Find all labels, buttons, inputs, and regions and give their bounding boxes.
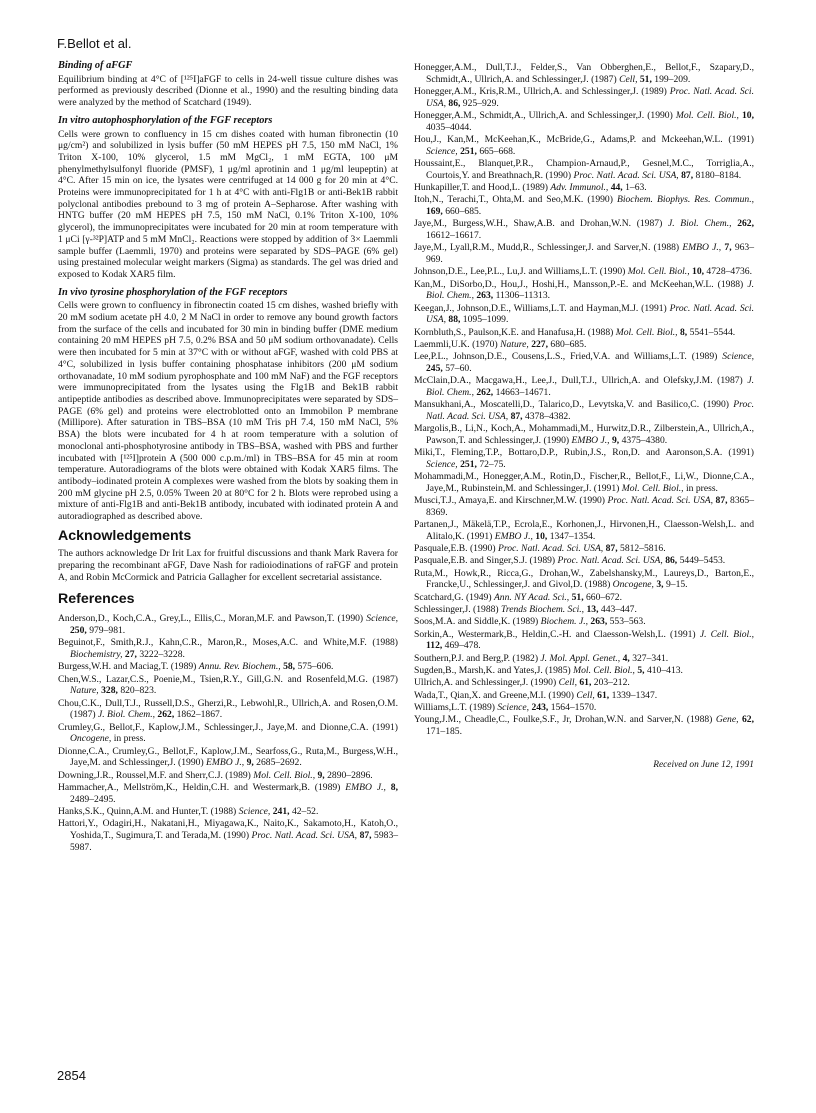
reference-item <box>414 423 754 446</box>
reference-journal: J. Biol. Chem., <box>97 709 156 721</box>
reference-authors: Sugden,B., Marsh,K. and Yates,J. (1985) <box>414 664 571 676</box>
reference-journal: EMBO J., <box>206 757 245 769</box>
reference-volume: 62, <box>742 714 754 726</box>
reference-pages: 42–52. <box>291 805 319 817</box>
reference-pages: 660–672. <box>586 591 622 603</box>
reference-journal: Science, <box>722 351 754 363</box>
reference-volume: 250, <box>70 624 87 636</box>
reference-journal: Proc. Natl. Acad. Sci. USA, <box>251 829 358 841</box>
reference-authors: Soos,M.A. and Siddle,K. (1989) <box>414 616 539 628</box>
reference-journal: EMBO J., <box>494 530 533 542</box>
reference-pages: 327–341. <box>632 652 669 664</box>
reference-pages: 5812–5816. <box>620 543 666 555</box>
reference-authors: Chen,W.S., Lazar,C.S., Poenie,M., Tsien,R.Y., Gill,G.N. and Rosenfeld,M.G. (1987) <box>58 673 398 685</box>
reference-authors: Wada,T., Qian,X. and Greene,M.I. (1990) <box>414 689 574 701</box>
reference-item <box>414 690 754 702</box>
reference-volume: 8, <box>390 781 398 793</box>
reference-authors: Williams,L.T. (1989) <box>414 701 495 713</box>
reference-authors: McClain,D.A., Macgawa,H., Lee,J., Dull,T.J., Ullrich,A. and Olefsky,J.M. (1987) <box>414 375 743 387</box>
reference-volume: 262, <box>157 709 175 721</box>
reference-item <box>414 677 754 689</box>
reference-journal: Oncogene, <box>612 579 654 591</box>
reference-pages: 203–212. <box>593 677 630 689</box>
reference-volume: 61, <box>597 689 610 701</box>
reference-item <box>414 653 754 665</box>
reference-authors: Pasquale,E.B. and Singer,S.J. (1989) <box>414 555 556 567</box>
reference-item <box>414 665 754 677</box>
reference-volume: 27, <box>124 648 137 660</box>
reference-volume: 88, <box>448 314 461 326</box>
methods-section-in-vivo <box>58 287 398 523</box>
reference-pages: 1564–1570. <box>550 701 597 713</box>
reference-volume: 241, <box>272 805 290 817</box>
reference-journal: J. Biol. Chem., <box>667 218 732 230</box>
reference-volume: 10, <box>692 266 705 278</box>
reference-volume: 9, <box>246 757 254 769</box>
right-column <box>414 62 754 771</box>
reference-journal: Adv. Immunol., <box>550 182 609 193</box>
reference-authors: Hou,J., Kan,M., McKeehan,K., McBride,G., Adams,P. and Mckeehan,W.L. (1991) <box>414 134 754 145</box>
reference-journal: Cell, <box>558 677 577 689</box>
reference-pages: 2685–2692. <box>256 757 302 769</box>
reference-volume: 7, <box>724 242 732 254</box>
reference-authors: Schlessinger,J. (1988) <box>414 604 499 616</box>
reference-authors: Hunkapiller,T. and Hood,L. (1989) <box>414 182 548 193</box>
reference-journal: Oncogene, <box>70 733 112 745</box>
reference-volume: 10, <box>741 110 754 121</box>
reference-pages: 1–63. <box>625 182 647 193</box>
reference-journal: Mol. Cell. Biol., <box>615 326 678 338</box>
reference-item <box>414 242 754 265</box>
reference-pages: 443–447. <box>600 604 637 616</box>
reference-item <box>414 182 754 194</box>
reference-journal: Science, <box>238 805 271 817</box>
reference-journal: Trends Biochem. Sci., <box>501 604 585 616</box>
reference-authors: Jaye,M., Burgess,W.H., Shaw,A.B. and Drohan,W.N. (1987) <box>414 218 663 230</box>
reference-item <box>414 351 754 374</box>
reference-pages: in press. <box>685 482 718 494</box>
reference-journal: J. Mol. Appl. Genet., <box>540 652 621 664</box>
reference-pages: 553–563. <box>609 616 646 628</box>
reference-pages: 57–60. <box>445 362 472 374</box>
reference-pages: 3222–3228. <box>139 648 185 660</box>
reference-item <box>414 543 754 555</box>
reference-item <box>58 637 398 660</box>
reference-journal: Cell, <box>619 73 638 85</box>
reference-volume: 4, <box>622 652 630 664</box>
reference-journal: Mol. Cell. Biol., <box>573 664 635 676</box>
reference-item <box>414 339 754 351</box>
reference-journal: Biochemistry, <box>70 648 123 660</box>
reference-volume: 3, <box>656 579 664 591</box>
reference-pages: 72–75. <box>479 458 506 470</box>
left-column <box>58 60 398 854</box>
reference-pages: 5449–5453. <box>679 555 726 567</box>
reference-item <box>414 279 754 302</box>
reference-volume: 263, <box>476 290 494 302</box>
reference-item <box>58 722 398 745</box>
reference-pages: in press. <box>113 733 146 745</box>
reference-authors: Burgess,W.H. and Maciag,T. (1989) <box>58 661 197 673</box>
reference-volume: 9, <box>611 434 620 446</box>
reference-authors: Partanen,J., Mäkelä,T.P., Ecrola,E., Korhonen,J., Hirvonen,H., Claesson-Welsh,L. and Alitalo,K. (1991) <box>414 519 754 542</box>
reference-item <box>414 702 754 714</box>
reference-volume: 169, <box>426 206 443 217</box>
reference-item <box>58 818 398 853</box>
reference-item <box>58 661 398 673</box>
reference-volume: 58, <box>283 661 296 673</box>
reference-item <box>414 303 754 326</box>
reference-authors: Lee,P.L., Johnson,D.E., Cousens,L.S., Fried,V.A. and Williams,L.T. (1989) <box>414 351 718 363</box>
reference-journal: Proc. Natl. Acad. Sci. USA, <box>497 543 604 555</box>
reference-list-left <box>58 613 398 853</box>
reference-journal: Proc. Natl. Acad. Sci. USA, <box>426 399 754 422</box>
reference-pages: 4378–4382. <box>524 410 571 422</box>
reference-volume: 87, <box>605 543 618 555</box>
reference-journal: Nature, <box>70 685 99 697</box>
reference-pages: 1862–1867. <box>176 709 223 721</box>
reference-pages: 1095–1099. <box>462 314 509 326</box>
reference-authors: Anderson,D., Koch,C.A., Grey,L., Ellis,C., Moran,M.F. and Pawson,T. (1990) <box>58 613 364 625</box>
reference-pages: 171–185. <box>426 725 462 737</box>
reference-pages: 469–478. <box>444 640 481 652</box>
reference-journal: Nature, <box>500 338 529 350</box>
reference-pages: 410–413. <box>646 664 683 676</box>
reference-journal: Biochem. Biophys. Res. Commun., <box>616 194 754 206</box>
reference-item <box>58 613 398 636</box>
reference-journal: Mol. Cell. Biol., <box>253 769 316 781</box>
reference-journal: Ann. NY Acad. Sci., <box>493 591 570 603</box>
reference-authors: Southern,P.J. and Berg,P. (1982) <box>414 652 539 664</box>
reference-authors: Musci,T.J., Amaya,E. and Kirschner,M.W. (1990) <box>414 495 605 507</box>
reference-authors: Johnson,D.E., Lee,P.L., Lu,J. and Williams,L.T. (1990) <box>414 266 626 278</box>
reference-authors: Itoh,N., Terachi,T., Ohta,M. and Seo,M.K. (1990) <box>414 194 613 206</box>
references-heading: References <box>58 590 135 607</box>
reference-volume: 87, <box>510 410 523 422</box>
reference-list-right <box>414 62 754 738</box>
reference-volume: 51, <box>571 591 584 603</box>
reference-volume: 13, <box>586 604 599 616</box>
reference-authors: Houssaint,E., Blanquet,P.R., Champion-Arnaud,P., Gesnel,M.C., Torriglia,A., Courtois,Y. and Breathnach,R. (1990) <box>414 158 754 181</box>
section-heading: In vivo tyrosine phosphorylation of the FGF receptors <box>58 286 288 298</box>
page-number: 2854 <box>57 1068 86 1083</box>
reference-item <box>414 471 754 494</box>
running-head: F.Bellot et al. <box>57 36 132 51</box>
reference-volume: 87, <box>681 169 694 181</box>
reference-pages: 5983–5987. <box>70 829 399 853</box>
reference-journal: Mol. Cell. Biol., <box>621 482 684 494</box>
reference-authors: Honegger,A.M., Dull,T.J., Felder,S., Van Obberghen,E., Bellot,F., Szapary,D., Schmidt,A., Ullrich,A. and Schlessinger,J. (1987) <box>414 62 754 85</box>
reference-item <box>414 592 754 604</box>
reference-item <box>414 134 754 157</box>
reference-authors: Mansukhani,A., Moscatelli,D., Talarico,D., Levytska,V. and Basilico,C. (1990) <box>414 399 729 411</box>
reference-authors: Jaye,M., Lyall,R.M., Mudd,R., Schlessinger,J. and Sarver,N. (1988) <box>414 242 680 254</box>
reference-volume: 328, <box>101 685 118 697</box>
reference-item <box>58 698 398 721</box>
acknowledgements-heading: Acknowledgements <box>58 527 192 544</box>
reference-pages: 925–929. <box>462 97 499 109</box>
reference-item <box>58 770 398 782</box>
reference-journal: Science, <box>426 145 458 157</box>
reference-volume: 262, <box>476 386 494 398</box>
reference-item <box>414 399 754 422</box>
reference-volume: 8, <box>679 326 688 338</box>
reference-item <box>414 447 754 470</box>
reference-volume: 44, <box>610 182 623 193</box>
reference-item <box>414 375 754 398</box>
reference-item <box>414 568 754 591</box>
reference-authors: Ullrich,A. and Schlessinger,J. (1990) <box>414 677 557 689</box>
reference-volume: 86, <box>665 555 678 567</box>
reference-authors: Hattori,Y., Odagiri,H., Nakatani,H., Miyagawa,K., Naito,K., Sakamoto,H., Katoh,O., Yoshida,T., Sugimura,T. and Terada,M. (1990) <box>58 818 398 841</box>
reference-item <box>414 62 754 85</box>
reference-authors: Sorkin,A., Westermark,B., Heldin,C.-H. and Claesson-Welsh,L. (1991) <box>414 628 696 640</box>
reference-pages: 575–606. <box>297 661 334 673</box>
reference-authors: Scatchard,G. (1949) <box>414 591 492 603</box>
reference-volume: 10, <box>535 530 548 542</box>
reference-volume: 87, <box>359 829 372 841</box>
reference-pages: 14663–14671. <box>495 386 551 398</box>
reference-authors: Miki,T., Fleming,T.P., Bottaro,D.P., Rubin,J.S., Ron,D. and Aaronson,S.A. (1991) <box>414 447 754 459</box>
reference-pages: 199–209. <box>654 73 691 85</box>
reference-journal: J. Cell. Biol., <box>699 628 754 640</box>
reference-item <box>58 806 398 818</box>
reference-authors: Laemmli,U.K. (1970) <box>414 338 498 350</box>
reference-authors: Kan,M., DiSorbo,D., Hou,J., Hoshi,H., Mansson,P.-E. and McKeehan,W.L. (1988) <box>414 278 744 290</box>
reference-pages: 979–981. <box>89 624 126 636</box>
section-heading: In vitro autophosphorylation of the FGF receptors <box>58 114 273 126</box>
reference-volume: 51, <box>639 73 652 85</box>
reference-volume: 9, <box>317 769 325 781</box>
acknowledgements-body: The authors acknowledge Dr Irit Lax for fruitful discussions and thank Mark Ravera for preparing the recombinant aFGF, Dave Nash for radioiodinations of raFGF and protein A, and Robin McCormick and Patricia Gallagher for excellent secretarial assistance. <box>58 548 398 583</box>
reference-volume: 243, <box>531 701 549 713</box>
reference-journal: Proc. Natl. Acad. Sci. USA, <box>557 555 663 567</box>
reference-pages: 1347–1354. <box>549 530 596 542</box>
reference-pages: 11306–11313. <box>495 290 551 302</box>
reference-item <box>414 495 754 518</box>
reference-item <box>414 555 754 567</box>
reference-authors: Hammacher,A., Mellström,K., Heldin,C.H. and Westermark,B. (1989) <box>58 781 341 793</box>
reference-item <box>414 86 754 109</box>
reference-journal: Science, <box>497 701 530 713</box>
reference-item <box>414 616 754 628</box>
reference-volume: 227, <box>531 338 548 350</box>
reference-journal: J. Biol. Chem., <box>426 278 754 302</box>
reference-item <box>414 604 754 616</box>
reference-pages: 665–668. <box>479 145 516 157</box>
reference-item <box>414 714 754 737</box>
received-date: Received on June 12, 1991 <box>653 759 754 770</box>
reference-authors: Pasquale,E.B. (1990) <box>414 543 496 555</box>
reference-authors: Crumley,G., Bellot,F., Kaplow,J.M., Schlessinger,J., Jaye,M. and Dionne,C.A. (1991) <box>58 721 398 733</box>
reference-item <box>414 519 754 542</box>
reference-journal: EMBO J., <box>345 781 386 793</box>
reference-journal: Science, <box>366 613 398 625</box>
reference-volume: 112, <box>426 640 443 652</box>
reference-authors: Margolis,B., Li,N., Koch,A., Mohammadi,M., Hurwitz,D.R., Zilberstein,A., Ullrich,A., Pawson,T. and Schlessinger,J. (1990) <box>414 423 754 446</box>
reference-authors: Keegan,J., Johnson,D.E., Williams,L.T. and Hayman,M.J. (1991) <box>414 302 667 314</box>
reference-pages: 4375–4380. <box>621 434 668 446</box>
reference-pages: 2489–2495. <box>70 793 116 805</box>
methods-section-in-vitro <box>58 115 398 281</box>
reference-volume: 245, <box>426 362 443 374</box>
reference-authors: Honegger,A.M., Schmidt,A., Ullrich,A. and Schlessinger,J. (1990) <box>414 110 673 121</box>
reference-pages: 820–823. <box>120 685 157 697</box>
reference-journal: Mol. Cell. Biol., <box>627 266 690 278</box>
reference-volume: 251, <box>460 458 477 470</box>
reference-pages: 5541–5544. <box>689 326 736 338</box>
reference-item <box>58 746 398 769</box>
reference-pages: 680–685. <box>550 338 587 350</box>
reference-volume: 5, <box>637 664 645 676</box>
reference-journal: Biochem. J., <box>540 616 589 628</box>
reference-pages: 8365–8369. <box>426 495 754 518</box>
reference-journal: Gene, <box>715 714 739 726</box>
reference-item <box>58 782 398 805</box>
reference-journal: EMBO J., <box>682 242 722 254</box>
reference-item <box>414 110 754 133</box>
section-heading: Binding of aFGF <box>58 60 133 71</box>
reference-volume: 263, <box>590 616 608 628</box>
reference-authors: Chou,C.K., Dull,T.J., Russell,D.S., Gherzi,R., Lebwohl,R., Ullrich,A. and Rosen,O.M. (1987) <box>58 697 398 721</box>
reference-authors: Young,J.M., Cheadle,C., Foulke,S.F., Jr, Drohan,W.N. and Sarver,N. (1988) <box>414 714 713 726</box>
reference-volume: 87, <box>715 495 728 507</box>
reference-authors: Beguinot,F., Smith,R.J., Kahn,C.R., Maron,R., Moses,A.C. and White,M.F. (1988) <box>58 637 398 649</box>
reference-item <box>414 194 754 217</box>
reference-item <box>58 674 398 697</box>
reference-authors: Kornbluth,S., Paulson,K.E. and Hanafusa,H. (1988) <box>414 326 614 338</box>
reference-pages: 2890–2896. <box>327 769 373 781</box>
reference-pages: 1339–1347. <box>611 689 658 701</box>
reference-journal: Proc. Natl. Acad. Sci. USA, <box>426 86 754 109</box>
section-body: Cells were grown to confluency in 15 cm dishes coated with human fibronectin (10 μg/cm²) and solubilized in lysis buffer (50 mM HEPES pH 7.5, 150 mM NaCl, 1% Triton X-100, 10% glycerol, 1.5 mM MgCl₂, 1 mM EGTA, 100 μM phenylmethylsulfonyl fluoride (PMSF), 1 μg/ml aprotinin and 1 μg/ml leupeptin) at 4°C. After 15 min on ice, the lysates were centrifuged at 14 000 g for 20 min at 4°C. Proteins were immunoprecipitated for 1 h at 4°C with anti-Flg1B or anti-Bek1B rabbit polyclonal antibodies prebound to 3 mg of protein A–Sepharose. After washing with HNTG buffer (20 mM HEPES pH 7.5, 150 mM NaCl, 0.1% Triton X-100, 10% glycerol), the immunoprecipitates were incubated for 20 min at room temperature with 1 μCi [γ-³²P]ATP and 5 mM MnCl₂. Reactions were stopped by addition of 3× Laemmli sample buffer (Laemmli, 1970) and proteins were separated by SDS–PAGE (6% gel) using prestained molecular weight markers (Sigma) as standards. The gel was dried and exposed to Kodak XAR5 film. <box>58 128 398 280</box>
reference-authors: Mohammadi,M., Honegger,A.M., Rotin,D., Fischer,R., Bellot,F., Li,W., Dionne,C.A., Jaye,M., Rubinstein,M. and Schlessinger,J. (1991) <box>414 471 754 494</box>
reference-pages: 4035–4044. <box>426 121 472 133</box>
reference-item <box>414 218 754 241</box>
reference-pages: 9–15. <box>665 579 688 591</box>
reference-volume: 61, <box>579 677 592 689</box>
section-body: Cells were grown to confluency in fibronectin coated 15 cm dishes, washed briefly with 20 mM sodium acetate pH 4.0, 2 M NaCl in order to remove any bound growth factors from the surface of the cells and incubated for 30 min in binding buffer (DME medium containing 20 mM HEPES pH 7.5, 0.2% BSA and 50 μM sodium orthovanadate). Cells were then incubated for 5 min at 37°C with or without aFGF, washed with cold PBS at 4°C, solubilized in lysis buffer containing phosphatase inhibitors (200 μM sodium orthovanadate, 10 mM sodium pyrophosphate and 100 mM NaF) and the FGF receptors were immunoprecipitated from the lysates using the Flg1B and Bek1B rabbit antipeptide antibodies as described above. Immunoprecipitates were separated by SDS–PAGE (6% gel) and proteins were electroblotted onto an Immobilon P membrane (Millipore). After saturation in TBS–BSA (10 mM Tris pH 7.4, 150 mM NaCl, 5% BSA) the blots were incubated for 4 h at room temperature with a solution of monoclonal anti-phosphotyrosine antibody in TBS–BSA, washed with PBS and further incubated with [¹²⁵I]protein A (500 000 c.p.m./ml) in TBS–BSA for 45 min at room temperature. Autoradiograms of the blots were obtained with Kodak XAR5 films. The antibody–iodinated protein A complexes were washed from the blots by soaking them in 200 mM glycine pH 2.5, 0.05% Tween 20 at 80°C for 2 h. Blots were reprobed using a mixture of anti-Flg1B and anti-Bek1B antibody, incubated with iodinated protein A and autoradiographed as described above. <box>58 300 398 523</box>
reference-journal: J. Biol. Chem., <box>426 375 754 398</box>
reference-authors: Honegger,A.M., Kris,R.M., Ullrich,A. and Schlessinger,J. (1989) <box>414 86 667 97</box>
reference-authors: Hanks,S.K., Quinn,A.M. and Hunter,T. (1988) <box>58 805 237 817</box>
reference-journal: Mol. Cell. Biol., <box>675 110 739 121</box>
reference-pages: 963–969. <box>426 242 754 265</box>
reference-journal: Annu. Rev. Biochem., <box>198 661 281 673</box>
reference-volume: 251, <box>460 145 477 157</box>
reference-journal: Science, <box>426 458 458 470</box>
reference-volume: 86, <box>448 97 461 109</box>
reference-pages: 660–685. <box>445 206 482 217</box>
reference-authors: Ruta,M., Howk,R., Ricca,G., Drohan,W., Zabelshansky,M., Laureys,D., Barton,E., Francke,U., Schlessinger,J. and Givol,D. (1988) <box>414 567 754 591</box>
reference-item <box>414 327 754 339</box>
reference-journal: Proc. Natl. Acad. Sci. USA, <box>426 302 754 326</box>
methods-section-aFGF-binding <box>58 60 398 109</box>
reference-item <box>414 629 754 652</box>
reference-pages: 8180–8184. <box>695 169 742 181</box>
reference-journal: EMBO J., <box>571 434 610 446</box>
reference-authors: Dionne,C.A., Crumley,G., Bellot,F., Kaplow,J.M., Searfoss,G., Ruta,M., Burgess,W.H., Jaye,M. and Schlessinger,J. (1990) <box>58 745 398 769</box>
reference-item <box>414 266 754 278</box>
reference-pages: 4728–4736. <box>706 266 752 278</box>
reference-pages: 16612–16617. <box>426 230 482 241</box>
reference-journal: Proc. Natl. Acad. Sci. USA, <box>573 169 679 181</box>
reference-item <box>414 158 754 181</box>
section-body: Equilibrium binding at 4°C of [¹²⁵I]aFGF to cells in 24-well tissue culture dishes was performed as previously described (Dionne et al., 1990) and the resulting binding data were analyzed by the method of Scatchard (1949). <box>58 73 398 109</box>
reference-authors: Downing,J.R., Roussel,M.F. and Sherr,C.J. (1989) <box>58 769 251 781</box>
reference-journal: Proc. Natl. Acad. Sci. USA, <box>607 495 714 507</box>
reference-journal: Cell, <box>576 689 595 701</box>
reference-volume: 262, <box>737 218 754 230</box>
